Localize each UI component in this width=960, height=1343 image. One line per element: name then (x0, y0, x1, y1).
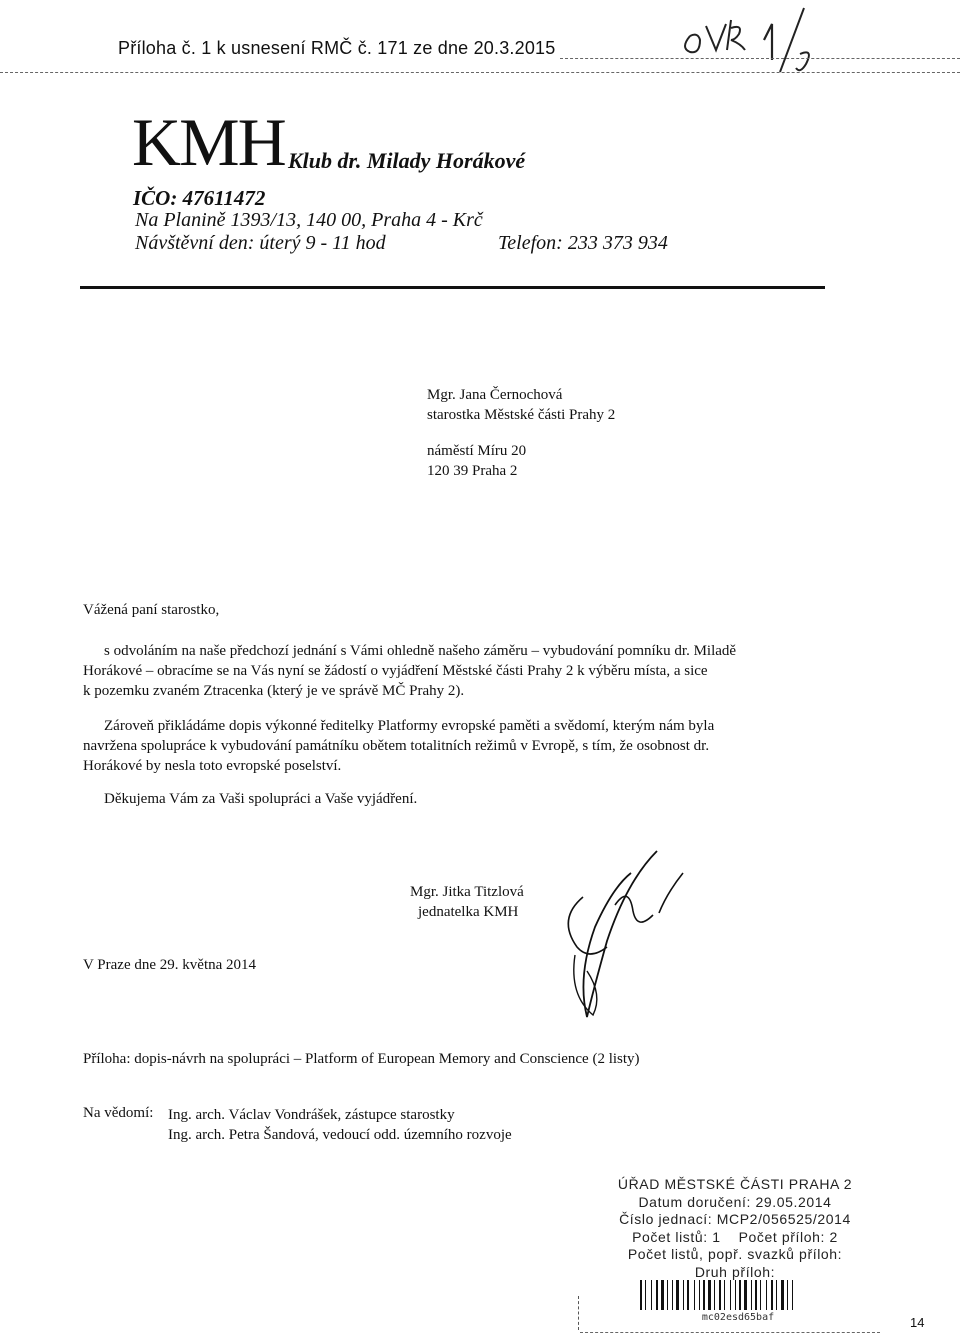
barcode-bar (656, 1280, 658, 1310)
barcode-bar (651, 1280, 652, 1310)
page-number: 14 (910, 1315, 925, 1330)
company-id: IČO: 47611472 (133, 186, 266, 210)
barcode-bar (787, 1280, 788, 1310)
cc-recipient: Ing. arch. Petra Šandová, vedoucí odd. územního rozvoje (168, 1127, 512, 1143)
recipient-block (427, 385, 615, 481)
paragraph-request (83, 641, 783, 701)
salutation: Vážená paní starostko, (83, 602, 220, 618)
handwritten-reference-mark (676, 6, 816, 76)
barcode-bar (672, 1280, 673, 1310)
barcode-bar (730, 1280, 731, 1310)
stamp-reference: Číslo jednací: MCP2/056525/2014 (619, 1211, 851, 1227)
organization-name: Klub dr. Milady Horákové (288, 148, 526, 173)
recipient-line: starostka Městské části Prahy 2 (427, 407, 616, 423)
barcode-bar (667, 1280, 668, 1310)
handwritten-signature (545, 845, 705, 1025)
signature-drawing (545, 845, 705, 1025)
recipient-line: 120 39 Praha 2 (427, 463, 518, 479)
paragraph-line: navržena spolupráce k vybudování památníku obětem totalitních režimů v Evropě, s tím, že osobnost dr. (83, 738, 710, 754)
paragraph-cooperation (83, 716, 783, 776)
barcode-bar (719, 1280, 721, 1310)
barcode-bar (699, 1280, 700, 1310)
barcode-bar (714, 1280, 715, 1310)
phone-number: Telefon: 233 373 934 (498, 232, 668, 254)
barcode-bar (645, 1280, 646, 1310)
signer-title: jednatelka KMH (418, 904, 519, 920)
cc-recipient: Ing. arch. Václav Vondrášek, zástupce starostky (168, 1107, 455, 1123)
letterhead-address: Na Planině 1393/13, 140 00, Praha 4 - Krč (135, 209, 483, 231)
paragraph-line: Horákové – obracíme se na Vás nyní se žádostí o vyjádření Městské části Prahy 2 k výběru místa, a sice (83, 663, 708, 679)
barcode-bar (640, 1280, 642, 1310)
visiting-hours: Návštěvní den: úterý 9 - 11 hod (135, 232, 386, 254)
header-dashed-line (0, 72, 960, 73)
barcode-bar (735, 1280, 736, 1310)
stamp-corner-mark (578, 1296, 580, 1330)
attachment-resolution-note: Příloha č. 1 k usnesení RMČ č. 171 ze dne 20.3.2015 (118, 38, 556, 58)
barcode-bar (781, 1280, 784, 1310)
recipient-line (427, 425, 615, 441)
attachment-line: Příloha: dopis-návrh na spolupráci – Platform of European Memory and Conscience (2 listy) (83, 1051, 640, 1067)
barcode-bar (755, 1280, 757, 1310)
barcode-bar (708, 1280, 711, 1310)
barcode-bar (744, 1280, 747, 1310)
stamp-type: Druh příloh: (694, 1263, 776, 1280)
signer-block (410, 882, 524, 922)
barcode-bar (760, 1280, 761, 1310)
cc-label: Na vědomí: (83, 1105, 154, 1121)
paragraph-line: k pozemku zvaném Ztracenka (který je ve správě MČ Prahy 2). (83, 683, 465, 699)
barcode-bar (676, 1280, 679, 1310)
barcode-bar (687, 1280, 689, 1310)
logo-kmh: KMH (132, 104, 285, 180)
barcode-bar (751, 1280, 752, 1310)
barcode (640, 1280, 836, 1310)
stamp-office: ÚŘAD MĚSTSKÉ ČÁSTI PRAHA 2 (617, 1176, 853, 1192)
barcode-id: mc02esd65baf (701, 1312, 775, 1323)
paragraph-line: Horákové by nesla toto evropské poselství. (83, 758, 342, 774)
barcode-bar (766, 1280, 767, 1310)
signer-name: Mgr. Jitka Titzlová (410, 884, 524, 900)
barcode-bar (694, 1280, 695, 1310)
handwriting-drawing (676, 6, 816, 76)
stamp-counts: Počet listů: 1 Počet příloh: 2 (632, 1228, 838, 1245)
barcode-bar (771, 1280, 773, 1310)
cc-list (168, 1105, 512, 1145)
registry-stamp (585, 1176, 885, 1281)
barcode-bar (661, 1280, 664, 1310)
closing-thanks: Děkujema Vám za Vaši spolupráci a Vaše vyjádření. (104, 791, 418, 807)
barcode-bar (776, 1280, 777, 1310)
date-line: V Praze dne 29. května 2014 (83, 957, 257, 973)
stamp-bottom-dashed-line (580, 1332, 880, 1333)
paragraph-line: Zároveň přikládáme dopis výkonné ředitelky Platformy evropské paměti a svědomí, kterým nám byla (104, 718, 715, 734)
barcode-bar (724, 1280, 725, 1310)
paragraph-line: s odvoláním na naše předchozí jednání s Vámi ohledně našeho záměru – vybudování pomníku dr. Miladě (104, 643, 737, 659)
stamp-volumes: Počet listů, popř. svazků příloh: (627, 1246, 843, 1262)
barcode-bar (703, 1280, 705, 1310)
recipient-line: náměstí Míru 20 (427, 443, 527, 459)
barcode-bar (739, 1280, 741, 1310)
barcode-bar (683, 1280, 684, 1310)
letterhead-rule (80, 286, 825, 289)
barcode-bar (792, 1280, 793, 1310)
header-dashed-line-right (560, 58, 960, 59)
recipient-line: Mgr. Jana Černochová (427, 387, 563, 403)
stamp-date: Datum doručení: 29.05.2014 (638, 1193, 832, 1210)
